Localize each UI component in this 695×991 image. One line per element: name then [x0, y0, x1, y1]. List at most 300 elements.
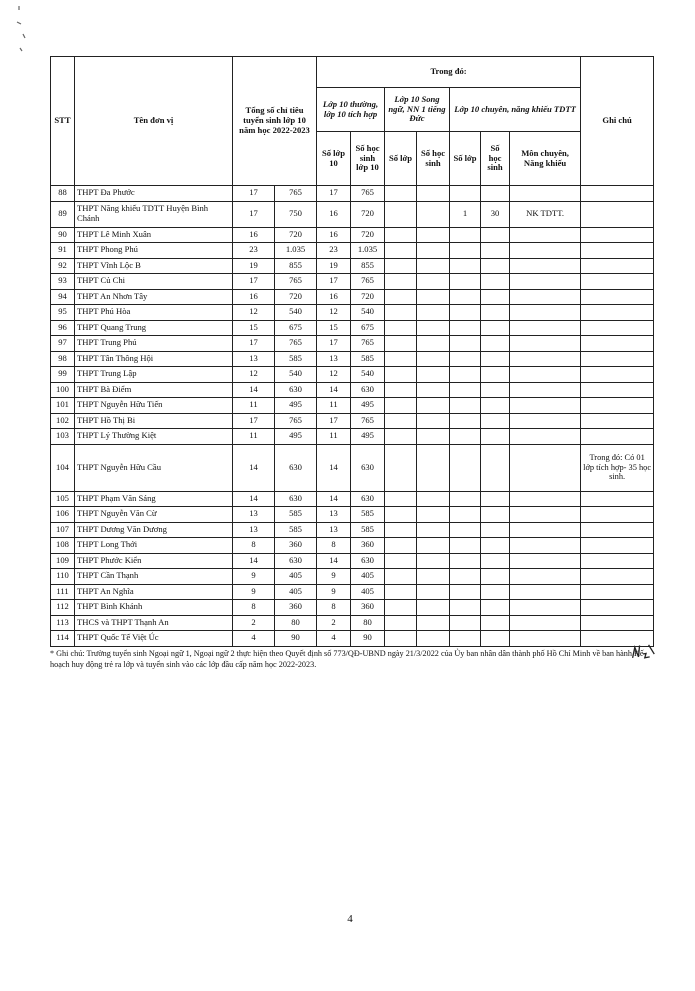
- cell-bilingual-classes: [385, 522, 417, 538]
- cell-total-students: 750: [275, 201, 317, 227]
- cell-regular-students: 630: [351, 444, 385, 491]
- table-row: [51, 615, 654, 631]
- cell-bilingual-students: [417, 553, 450, 569]
- table-row: [51, 507, 654, 523]
- cell-regular-classes: 16: [317, 227, 351, 243]
- table-row: [51, 336, 654, 352]
- cell-bilingual-classes: [385, 538, 417, 554]
- cell-regular-students: 495: [351, 398, 385, 414]
- cell-specialized-classes: [450, 320, 481, 336]
- cell-specialized-classes: [450, 569, 481, 585]
- cell-specialized-classes: [450, 289, 481, 305]
- cell-specialized-classes: 1: [450, 201, 481, 227]
- cell-specialized-classes: [450, 382, 481, 398]
- cell-total-students: 405: [275, 569, 317, 585]
- cell-unit-name: THPT Quang Trung: [75, 320, 233, 336]
- cell-bilingual-students: [417, 258, 450, 274]
- initials-signature: [628, 640, 658, 667]
- cell-note: [581, 507, 654, 523]
- cell-stt: 108: [51, 538, 75, 554]
- cell-regular-students: 360: [351, 538, 385, 554]
- cell-unit-name: THPT Nguyễn Hữu Cầu: [75, 444, 233, 491]
- cell-regular-students: 540: [351, 367, 385, 383]
- cell-specialized-classes: [450, 351, 481, 367]
- cell-bilingual-classes: [385, 289, 417, 305]
- cell-bilingual-classes: [385, 258, 417, 274]
- cell-bilingual-classes: [385, 227, 417, 243]
- cell-note: [581, 336, 654, 352]
- cell-regular-students: 765: [351, 413, 385, 429]
- header-notes: Ghi chú: [581, 57, 654, 186]
- header-num-students-sp: Số học sinh: [481, 132, 510, 186]
- cell-specialized-students: [481, 600, 510, 616]
- cell-bilingual-students: [417, 600, 450, 616]
- cell-total-classes: 17: [233, 413, 275, 429]
- cell-unit-name: THPT Đa Phước: [75, 186, 233, 202]
- table-row: [51, 320, 654, 336]
- cell-specialized-students: [481, 186, 510, 202]
- cell-regular-classes: 12: [317, 305, 351, 321]
- header-total-target: Tổng số chỉ tiêu tuyển sinh lớp 10 năm học 2022-2023: [233, 57, 317, 186]
- cell-specialty: [510, 289, 581, 305]
- cell-regular-students: 720: [351, 201, 385, 227]
- cell-unit-name: THPT Vĩnh Lộc B: [75, 258, 233, 274]
- cell-regular-students: 765: [351, 274, 385, 290]
- cell-total-classes: 12: [233, 305, 275, 321]
- table-row: [51, 227, 654, 243]
- cell-unit-name: THPT Long Thới: [75, 538, 233, 554]
- cell-stt: 104: [51, 444, 75, 491]
- header-stt: STT: [51, 57, 75, 186]
- cell-specialized-students: [481, 538, 510, 554]
- cell-specialty: [510, 600, 581, 616]
- cell-stt: 107: [51, 522, 75, 538]
- header-specialty: Môn chuyên, Năng khiếu: [510, 132, 581, 186]
- cell-regular-classes: 15: [317, 320, 351, 336]
- cell-total-classes: 2: [233, 615, 275, 631]
- cell-specialized-students: [481, 413, 510, 429]
- cell-bilingual-classes: [385, 491, 417, 507]
- cell-regular-students: 1.035: [351, 243, 385, 259]
- cell-bilingual-students: [417, 631, 450, 647]
- cell-specialized-students: [481, 553, 510, 569]
- cell-specialized-classes: [450, 274, 481, 290]
- cell-specialized-classes: [450, 186, 481, 202]
- cell-specialized-classes: [450, 398, 481, 414]
- cell-total-students: 765: [275, 336, 317, 352]
- cell-total-students: 80: [275, 615, 317, 631]
- cell-stt: 91: [51, 243, 75, 259]
- cell-regular-classes: 17: [317, 186, 351, 202]
- cell-regular-students: 630: [351, 382, 385, 398]
- cell-specialized-students: [481, 274, 510, 290]
- cell-bilingual-students: [417, 382, 450, 398]
- cell-total-classes: 11: [233, 429, 275, 445]
- cell-regular-classes: 14: [317, 491, 351, 507]
- cell-specialized-students: 30: [481, 201, 510, 227]
- cell-unit-name: THCS và THPT Thạnh An: [75, 615, 233, 631]
- cell-regular-students: 90: [351, 631, 385, 647]
- cell-note: [581, 522, 654, 538]
- table-row: [51, 186, 654, 202]
- cell-regular-classes: 9: [317, 569, 351, 585]
- cell-bilingual-classes: [385, 336, 417, 352]
- cell-specialized-classes: [450, 600, 481, 616]
- cell-regular-classes: 17: [317, 274, 351, 290]
- cell-specialty: [510, 243, 581, 259]
- cell-specialty: [510, 429, 581, 445]
- cell-unit-name: THPT Lý Thường Kiệt: [75, 429, 233, 445]
- cell-regular-classes: 11: [317, 429, 351, 445]
- cell-specialty: [510, 382, 581, 398]
- cell-bilingual-students: [417, 413, 450, 429]
- cell-bilingual-classes: [385, 429, 417, 445]
- cell-regular-students: 630: [351, 491, 385, 507]
- cell-regular-classes: 23: [317, 243, 351, 259]
- header-num-classes-10: Số lớp 10: [317, 132, 351, 186]
- cell-total-students: 630: [275, 382, 317, 398]
- cell-note: [581, 320, 654, 336]
- cell-regular-students: 405: [351, 569, 385, 585]
- table-row: [51, 491, 654, 507]
- cell-specialized-classes: [450, 413, 481, 429]
- cell-specialty: [510, 274, 581, 290]
- cell-total-students: 360: [275, 538, 317, 554]
- cell-bilingual-students: [417, 444, 450, 491]
- cell-unit-name: THPT Nguyễn Văn Cừ: [75, 507, 233, 523]
- cell-note: [581, 382, 654, 398]
- header-unit-name: Tên đơn vị: [75, 57, 233, 186]
- cell-bilingual-students: [417, 507, 450, 523]
- cell-bilingual-classes: [385, 631, 417, 647]
- cell-stt: 106: [51, 507, 75, 523]
- cell-specialty: [510, 522, 581, 538]
- cell-specialized-students: [481, 429, 510, 445]
- cell-bilingual-classes: [385, 553, 417, 569]
- cell-total-students: 360: [275, 600, 317, 616]
- cell-specialty: [510, 336, 581, 352]
- cell-specialty: [510, 305, 581, 321]
- table-row: [51, 243, 654, 259]
- cell-specialized-classes: [450, 429, 481, 445]
- cell-total-classes: 11: [233, 398, 275, 414]
- cell-bilingual-classes: [385, 274, 417, 290]
- cell-bilingual-classes: [385, 367, 417, 383]
- cell-specialty: [510, 491, 581, 507]
- cell-regular-classes: 16: [317, 201, 351, 227]
- cell-bilingual-students: [417, 201, 450, 227]
- cell-note: [581, 274, 654, 290]
- cell-bilingual-classes: [385, 186, 417, 202]
- cell-specialized-classes: [450, 444, 481, 491]
- cell-specialized-students: [481, 491, 510, 507]
- cell-note: [581, 186, 654, 202]
- cell-specialized-classes: [450, 243, 481, 259]
- table-row: [51, 201, 654, 227]
- cell-total-classes: 17: [233, 186, 275, 202]
- cell-bilingual-students: [417, 243, 450, 259]
- table-row: [51, 351, 654, 367]
- cell-specialized-classes: [450, 227, 481, 243]
- cell-note: [581, 413, 654, 429]
- table-row: [51, 444, 654, 491]
- cell-unit-name: THPT Tân Thông Hội: [75, 351, 233, 367]
- cell-total-students: 540: [275, 367, 317, 383]
- table-row: [51, 382, 654, 398]
- cell-specialty: [510, 186, 581, 202]
- table-row: [51, 522, 654, 538]
- cell-unit-name: THPT Phong Phú: [75, 243, 233, 259]
- cell-bilingual-classes: [385, 201, 417, 227]
- cell-stt: 110: [51, 569, 75, 585]
- cell-note: [581, 227, 654, 243]
- cell-total-students: 765: [275, 274, 317, 290]
- cell-stt: 102: [51, 413, 75, 429]
- cell-note: [581, 600, 654, 616]
- cell-bilingual-students: [417, 186, 450, 202]
- cell-specialty: [510, 258, 581, 274]
- scan-marks: [14, 4, 44, 59]
- cell-bilingual-students: [417, 429, 450, 445]
- cell-stt: 96: [51, 320, 75, 336]
- cell-total-classes: 19: [233, 258, 275, 274]
- cell-bilingual-classes: [385, 584, 417, 600]
- cell-bilingual-students: [417, 398, 450, 414]
- cell-note: [581, 305, 654, 321]
- cell-stt: 112: [51, 600, 75, 616]
- cell-unit-name: THPT Củ Chi: [75, 274, 233, 290]
- cell-bilingual-students: [417, 227, 450, 243]
- cell-regular-students: 585: [351, 351, 385, 367]
- cell-specialized-students: [481, 444, 510, 491]
- cell-total-classes: 17: [233, 201, 275, 227]
- cell-unit-name: THPT Phạm Văn Sáng: [75, 491, 233, 507]
- cell-stt: 113: [51, 615, 75, 631]
- cell-regular-students: 405: [351, 584, 385, 600]
- cell-stt: 101: [51, 398, 75, 414]
- cell-total-students: 495: [275, 429, 317, 445]
- cell-total-students: 630: [275, 553, 317, 569]
- cell-regular-classes: 9: [317, 584, 351, 600]
- cell-bilingual-students: [417, 491, 450, 507]
- cell-total-students: 630: [275, 444, 317, 491]
- cell-regular-classes: 4: [317, 631, 351, 647]
- cell-specialized-classes: [450, 584, 481, 600]
- cell-note: [581, 538, 654, 554]
- cell-unit-name: THPT Quốc Tế Việt Úc: [75, 631, 233, 647]
- cell-specialty: [510, 444, 581, 491]
- cell-specialized-classes: [450, 538, 481, 554]
- cell-regular-classes: 13: [317, 351, 351, 367]
- cell-stt: 94: [51, 289, 75, 305]
- cell-regular-classes: 14: [317, 444, 351, 491]
- cell-specialized-students: [481, 351, 510, 367]
- cell-note: [581, 553, 654, 569]
- table-row: [51, 429, 654, 445]
- cell-specialized-classes: [450, 522, 481, 538]
- table-row: [51, 569, 654, 585]
- cell-stt: 93: [51, 274, 75, 290]
- table-row: [51, 600, 654, 616]
- header-num-classes-sp: Số lớp: [450, 132, 481, 186]
- cell-note: [581, 429, 654, 445]
- cell-stt: 103: [51, 429, 75, 445]
- cell-specialized-students: [481, 336, 510, 352]
- cell-regular-students: 720: [351, 227, 385, 243]
- cell-total-students: 720: [275, 289, 317, 305]
- cell-total-classes: 16: [233, 289, 275, 305]
- cell-unit-name: THPT Bà Điểm: [75, 382, 233, 398]
- cell-regular-classes: 17: [317, 336, 351, 352]
- table-row: [51, 413, 654, 429]
- cell-bilingual-classes: [385, 569, 417, 585]
- table-row: [51, 584, 654, 600]
- cell-stt: 89: [51, 201, 75, 227]
- cell-specialty: [510, 584, 581, 600]
- cell-specialized-students: [481, 243, 510, 259]
- cell-bilingual-students: [417, 569, 450, 585]
- cell-bilingual-classes: [385, 615, 417, 631]
- cell-unit-name: THPT Cần Thạnh: [75, 569, 233, 585]
- cell-regular-classes: 11: [317, 398, 351, 414]
- cell-bilingual-students: [417, 274, 450, 290]
- cell-total-students: 585: [275, 507, 317, 523]
- cell-specialized-classes: [450, 336, 481, 352]
- cell-regular-classes: 17: [317, 413, 351, 429]
- cell-total-classes: 23: [233, 243, 275, 259]
- cell-bilingual-students: [417, 584, 450, 600]
- cell-regular-classes: 19: [317, 258, 351, 274]
- cell-bilingual-classes: [385, 507, 417, 523]
- cell-regular-classes: 8: [317, 600, 351, 616]
- cell-specialized-classes: [450, 615, 481, 631]
- table-row: [51, 274, 654, 290]
- cell-total-classes: 4: [233, 631, 275, 647]
- cell-bilingual-students: [417, 336, 450, 352]
- cell-specialty: [510, 398, 581, 414]
- cell-note: Trong đó: Có 01 lớp tích hợp- 35 học sinh.: [581, 444, 654, 491]
- cell-total-students: 585: [275, 351, 317, 367]
- cell-unit-name: THPT An Nhơn Tây: [75, 289, 233, 305]
- table-row: [51, 538, 654, 554]
- cell-stt: 100: [51, 382, 75, 398]
- cell-specialty: [510, 320, 581, 336]
- cell-unit-name: THPT Phước Kiển: [75, 553, 233, 569]
- cell-note: [581, 615, 654, 631]
- cell-specialized-students: [481, 398, 510, 414]
- header-specialized-group: Lớp 10 chuyên, năng khiếu TDTT: [450, 88, 581, 132]
- cell-specialized-classes: [450, 507, 481, 523]
- cell-bilingual-students: [417, 305, 450, 321]
- cell-note: [581, 201, 654, 227]
- cell-bilingual-classes: [385, 444, 417, 491]
- cell-total-classes: 8: [233, 600, 275, 616]
- cell-bilingual-classes: [385, 305, 417, 321]
- cell-total-students: 720: [275, 227, 317, 243]
- cell-unit-name: THPT Nguyễn Hữu Tiến: [75, 398, 233, 414]
- cell-total-students: 675: [275, 320, 317, 336]
- page-number: 4: [347, 913, 353, 925]
- cell-regular-classes: 16: [317, 289, 351, 305]
- cell-total-classes: 17: [233, 336, 275, 352]
- cell-specialized-students: [481, 615, 510, 631]
- cell-regular-students: 630: [351, 553, 385, 569]
- cell-total-classes: 13: [233, 351, 275, 367]
- cell-specialty: [510, 615, 581, 631]
- cell-regular-classes: 14: [317, 382, 351, 398]
- footnote: * Ghi chú: Trường tuyển sinh Ngoại ngữ 1, Ngoại ngữ 2 thực hiện theo Quyết định số 773/QĐ-UBND ngày 21/3/2022 của Ủy ban nhân dân thành phố Hồ Chí Minh về ban hành Kế hoạch huy động trẻ ra lớp và tuyển sinh vào các lớp đầu cấp năm học 2022-2023.: [50, 649, 644, 670]
- cell-regular-students: 720: [351, 289, 385, 305]
- cell-specialized-students: [481, 258, 510, 274]
- cell-regular-students: 585: [351, 507, 385, 523]
- cell-unit-name: THPT Lê Minh Xuân: [75, 227, 233, 243]
- cell-specialty: [510, 227, 581, 243]
- cell-total-students: 540: [275, 305, 317, 321]
- cell-specialized-students: [481, 367, 510, 383]
- cell-specialized-students: [481, 584, 510, 600]
- cell-bilingual-students: [417, 320, 450, 336]
- cell-total-students: 855: [275, 258, 317, 274]
- cell-bilingual-classes: [385, 600, 417, 616]
- cell-specialized-students: [481, 382, 510, 398]
- cell-stt: 114: [51, 631, 75, 647]
- cell-note: [581, 258, 654, 274]
- cell-total-classes: 14: [233, 491, 275, 507]
- cell-specialty: [510, 569, 581, 585]
- cell-specialized-classes: [450, 553, 481, 569]
- table-row: [51, 553, 654, 569]
- cell-total-classes: 13: [233, 507, 275, 523]
- cell-specialty: [510, 367, 581, 383]
- cell-specialized-students: [481, 507, 510, 523]
- cell-unit-name: THPT An Nghĩa: [75, 584, 233, 600]
- cell-total-classes: 13: [233, 522, 275, 538]
- cell-specialized-students: [481, 289, 510, 305]
- cell-total-classes: 9: [233, 569, 275, 585]
- cell-specialized-students: [481, 305, 510, 321]
- cell-note: [581, 351, 654, 367]
- table-row: [51, 289, 654, 305]
- cell-bilingual-classes: [385, 382, 417, 398]
- cell-bilingual-students: [417, 367, 450, 383]
- cell-total-students: 630: [275, 491, 317, 507]
- cell-note: [581, 243, 654, 259]
- cell-total-classes: 14: [233, 444, 275, 491]
- cell-specialty: [510, 507, 581, 523]
- enrollment-table: [50, 56, 654, 647]
- table-row: [51, 631, 654, 647]
- cell-regular-students: 360: [351, 600, 385, 616]
- cell-specialized-classes: [450, 631, 481, 647]
- cell-total-students: 765: [275, 186, 317, 202]
- cell-stt: 88: [51, 186, 75, 202]
- cell-bilingual-students: [417, 351, 450, 367]
- cell-total-students: 1.035: [275, 243, 317, 259]
- cell-regular-students: 675: [351, 320, 385, 336]
- cell-regular-classes: 2: [317, 615, 351, 631]
- table-row: [51, 258, 654, 274]
- cell-total-classes: 12: [233, 367, 275, 383]
- cell-regular-students: 80: [351, 615, 385, 631]
- cell-bilingual-students: [417, 289, 450, 305]
- cell-specialized-classes: [450, 258, 481, 274]
- cell-specialty: [510, 553, 581, 569]
- cell-specialized-classes: [450, 367, 481, 383]
- cell-bilingual-students: [417, 615, 450, 631]
- header-regular-group: Lớp 10 thường, lớp 10 tích hợp: [317, 88, 385, 132]
- cell-total-classes: 8: [233, 538, 275, 554]
- cell-bilingual-classes: [385, 413, 417, 429]
